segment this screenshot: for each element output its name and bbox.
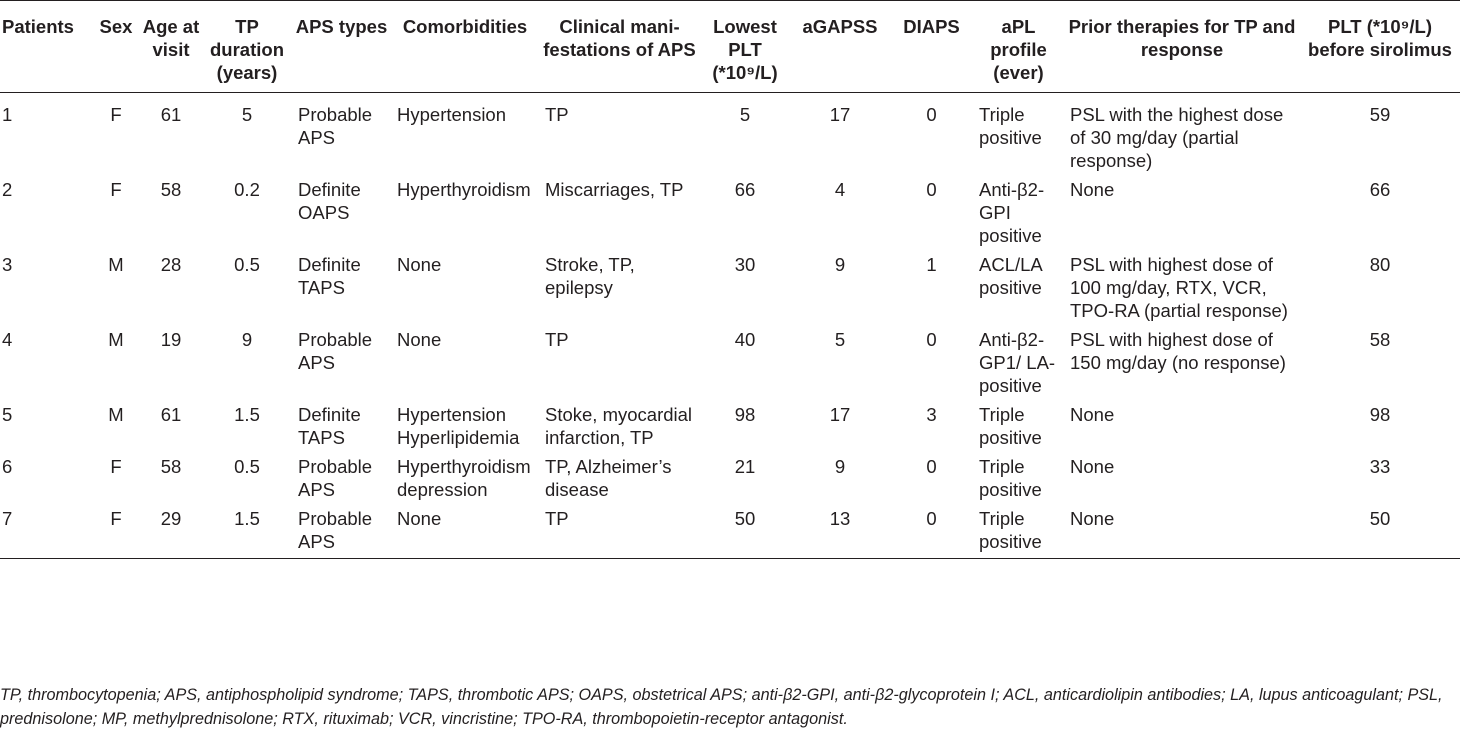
table-cell: None (1064, 507, 1300, 559)
table-cell: Probable APS (298, 329, 373, 373)
table-cell: 28 (160, 254, 182, 275)
table-cell: 1 (2, 104, 13, 125)
table-cell: F (92, 507, 140, 559)
table-footnote: TP, thrombocytopenia; APS, antiphospholipid syndrome; TAPS, thrombotic APS; OAPS, obstetrical APS; anti-β2-GPI, anti-β2-glycoprotein I; ACL, anticardiolipin antibodies; LA, lupus anticoagulant; PSL, prednisolone; MP, methylprednisolone; RTX, rituximab; VCR, vincristine; TPO-RA, thrombopoietin-receptor antagonist. (0, 686, 1443, 728)
table-cell: 0 (890, 507, 973, 559)
column-header: DIAPS (890, 1, 973, 93)
table-cell: Hyperthyroidism depression (397, 456, 531, 500)
table-cell: Definite TAPS (298, 254, 361, 298)
table-cell: 0.2 (234, 179, 260, 200)
column-header: Comorbidities (391, 1, 539, 93)
table-cell: ACL/LA positive (979, 254, 1042, 298)
table-cell: 58 (160, 179, 182, 200)
table-cell: 5 (739, 104, 751, 125)
table-cell: 4 (2, 329, 13, 350)
table-cell: 50 (1300, 507, 1460, 559)
table-cell: Definite OAPS (298, 179, 361, 223)
table-body (0, 93, 1460, 559)
table-cell: 9 (834, 456, 846, 477)
table-cell: 80 (1369, 254, 1391, 275)
table-cell: 5 (834, 329, 846, 350)
table-row (0, 253, 1460, 328)
column-header: APS types (292, 1, 391, 93)
column-header: Lowest PLT (*10⁹/L) (700, 1, 790, 93)
table-cell: 7 (0, 507, 92, 559)
column-header: TP duration (years) (202, 1, 292, 93)
table-cell: None (1070, 404, 1115, 425)
table-cell: F (110, 179, 122, 200)
table-cell: 4 (834, 179, 846, 200)
column-header: PLT (*10⁹/L) before sirolimus (1300, 1, 1460, 93)
column-header: Patients (0, 1, 92, 93)
table-cell: 0 (926, 104, 937, 125)
table-cell: 1.5 (202, 507, 292, 559)
table-row (0, 403, 1460, 455)
table-cell: Triple positive (973, 507, 1064, 559)
table-cell: 98 (734, 404, 756, 425)
table-cell: 50 (700, 507, 790, 559)
table-cell: M (108, 329, 124, 350)
table-cell: 0 (926, 329, 937, 350)
table-cell: 5 (241, 104, 253, 125)
table-cell: 1 (926, 254, 937, 275)
table-cell: Hypertension Hyperlipidemia (397, 404, 520, 448)
table-cell: Triple positive (979, 104, 1042, 148)
table-cell: 6 (2, 456, 13, 477)
table-cell: 3 (926, 404, 937, 425)
table-cell: 19 (160, 329, 182, 350)
table-cell: 5 (2, 404, 13, 425)
table-cell: 13 (790, 507, 890, 559)
table-cell: Definite TAPS (298, 404, 361, 448)
column-header: aPL profile (ever) (973, 1, 1064, 93)
table-cell: 3 (2, 254, 13, 275)
table-cell: Stoke, myocardial infarction, TP (545, 404, 693, 448)
table-cell: 0.5 (234, 254, 260, 275)
table-cell: 21 (734, 456, 756, 477)
table-cell: None (1070, 179, 1115, 200)
table-cell: F (110, 104, 122, 125)
table-cell: Anti-β2-GPI positive (979, 179, 1045, 246)
table-cell: 17 (829, 404, 851, 425)
table-cell: 0 (926, 456, 937, 477)
table-cell: 1.5 (234, 404, 260, 425)
table-cell: 9 (241, 329, 253, 350)
table-cell: Stroke, TP, epilepsy (545, 254, 635, 298)
table-cell: 40 (734, 329, 756, 350)
column-header: Prior therapies for TP and response (1064, 1, 1300, 93)
table-cell: 59 (1369, 104, 1391, 125)
table-cell: Hypertension (397, 104, 507, 125)
table-cell: 58 (1369, 329, 1391, 350)
table-cell: M (108, 404, 124, 425)
table-cell: TP, Alzheimer’s disease (545, 456, 672, 500)
table-cell: TP (545, 104, 569, 125)
table-cell: Probable APS (298, 456, 373, 500)
table-cell: 58 (160, 456, 182, 477)
table-cell: M (108, 254, 124, 275)
table-cell: 30 (734, 254, 756, 275)
table-row (0, 507, 1460, 559)
table-cell: Anti-β2-GP1/ LA-positive (979, 329, 1056, 396)
table-cell: 33 (1369, 456, 1391, 477)
table-cell: 61 (160, 404, 182, 425)
table-cell: None (397, 254, 442, 275)
table-cell: 66 (734, 179, 756, 200)
table-row (0, 328, 1460, 403)
table-cell: Hyperthyroidism (397, 179, 531, 200)
table-cell: PSL with highest dose of 100 mg/day, RTX, VCR, TPO-RA (partial response) (1070, 254, 1288, 321)
table-cell: Triple positive (979, 456, 1042, 500)
table-cell: F (110, 456, 122, 477)
table-cell: 61 (160, 104, 182, 125)
table-row (0, 455, 1460, 507)
table-cell: PSL with highest dose of 150 mg/day (no response) (1070, 329, 1286, 373)
table-cell: PSL with the highest dose of 30 mg/day (partial response) (1070, 104, 1284, 171)
header-row (0, 1, 1460, 93)
table-row (0, 178, 1460, 253)
column-header: aGAPSS (790, 1, 890, 93)
column-header: Clinical mani-festations of APS (539, 1, 700, 93)
table-cell: TP (539, 507, 700, 559)
table-cell: TP (545, 329, 569, 350)
column-header: Sex (92, 1, 140, 93)
table-cell: 0.5 (234, 456, 260, 477)
table-cell: Probable APS (292, 507, 391, 559)
column-header: Age at visit (140, 1, 202, 93)
table-cell: 9 (834, 254, 846, 275)
table-cell: 66 (1369, 179, 1391, 200)
table-cell: Triple positive (979, 404, 1042, 448)
table-cell: 0 (926, 179, 937, 200)
table-cell: None (397, 329, 442, 350)
table-cell: 29 (140, 507, 202, 559)
table-row (0, 93, 1460, 179)
table-cell: 2 (2, 179, 13, 200)
table-cell: Probable APS (298, 104, 373, 148)
table-cell: Miscarriages, TP (545, 179, 684, 200)
table-cell: 17 (829, 104, 851, 125)
table-cell: None (1070, 456, 1115, 477)
table-cell: 98 (1369, 404, 1391, 425)
table-cell: None (391, 507, 539, 559)
